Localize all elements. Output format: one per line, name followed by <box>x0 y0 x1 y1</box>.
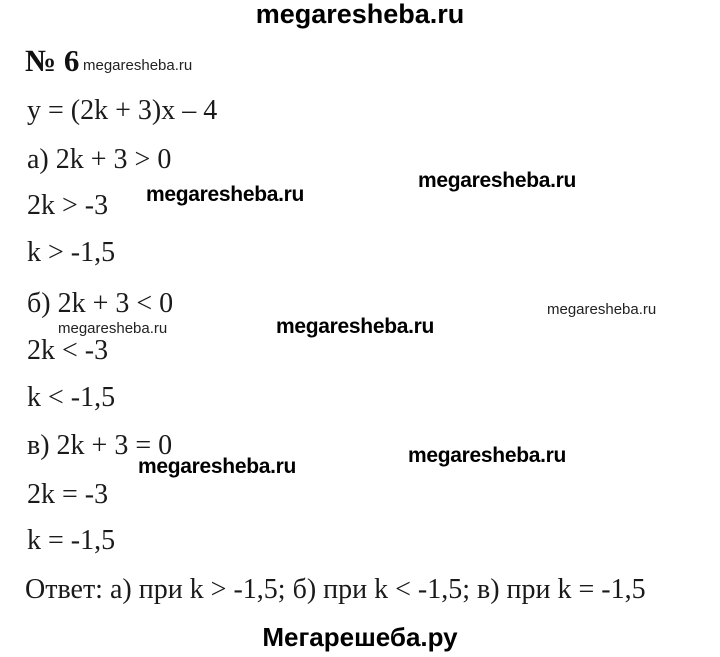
part-b-condition: б) 2k + 3 < 0 <box>27 288 174 319</box>
part-a-condition: а) 2k + 3 > 0 <box>27 144 172 175</box>
watermark-b-left-small: megaresheba.ru <box>58 320 168 337</box>
watermark-b-center: megaresheba.ru <box>276 315 435 338</box>
watermark-v-right: megaresheba.ru <box>408 444 567 467</box>
answer-line: Ответ: а) при k > -1,5; б) при k < -1,5; в) при k = -1,5 <box>25 574 646 605</box>
watermark-v-left: megaresheba.ru <box>138 455 297 478</box>
watermark-a-center: megaresheba.ru <box>146 183 305 206</box>
part-v-condition: в) 2k + 3 = 0 <box>27 430 173 461</box>
function-line: y = (2k + 3)x – 4 <box>27 95 218 126</box>
part-a-step-2: k > -1,5 <box>27 237 116 268</box>
inline-watermark: megaresheba.ru <box>83 57 193 74</box>
part-b-step-2: k < -1,5 <box>27 382 116 413</box>
problem-number: № 6 <box>25 43 80 78</box>
site-watermark-top: megaresheba.ru <box>255 0 465 29</box>
site-brand-bottom: Мегарешеба.ру <box>262 622 458 652</box>
part-a-step-1: 2k > -3 <box>27 190 109 221</box>
part-v-step-2: k = -1,5 <box>27 525 116 556</box>
part-v-step-1: 2k = -3 <box>27 479 109 510</box>
part-b-step-1: 2k < -3 <box>27 335 109 366</box>
watermark-a-right: megaresheba.ru <box>418 169 577 192</box>
watermark-b-right-small: megaresheba.ru <box>547 301 657 318</box>
